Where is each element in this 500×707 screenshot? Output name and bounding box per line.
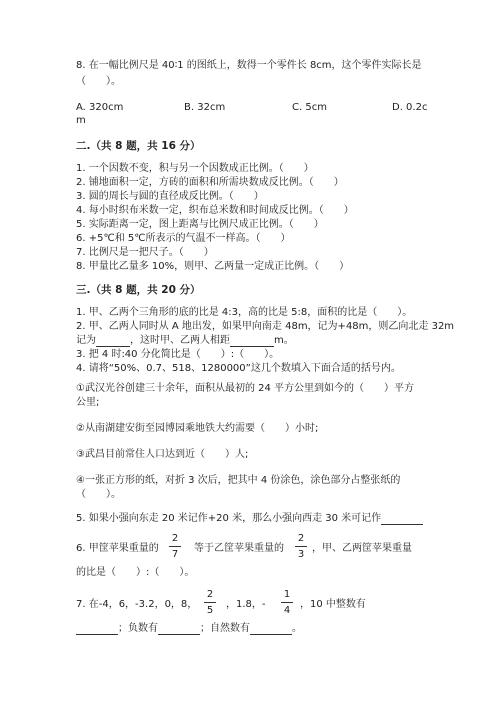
q2-blank-2[interactable]	[230, 336, 274, 347]
q5-blank[interactable]	[381, 514, 423, 525]
q6-line2: 的比是（ ）:（ ）。	[76, 567, 195, 578]
sec2-item-3: 3. 圆的周长与圆的直径成反比例。（ ）	[76, 191, 264, 202]
sec2-item-6: 6. +5℃和 5℃所表示的气温不一样高。（ ）	[76, 233, 291, 244]
q6-prefix: 6. 甲筐苹果重量的	[76, 543, 159, 554]
q6-fraction-1	[168, 533, 182, 560]
fraction-denominator: 5	[206, 605, 214, 616]
q4-item-2: ②从南湖建安街至园博园乘地铁大约需要（ ）小时;	[76, 423, 319, 434]
q7-suffix: ，10 中整数有	[300, 599, 366, 610]
q6-middle: 等于乙筐苹果重量的	[194, 543, 284, 554]
q8-line2: （ ）。	[76, 76, 121, 87]
q7-prefix: 7. 在-4，6，-3.2，0，8，	[76, 599, 198, 610]
fraction-denominator: 7	[171, 549, 179, 560]
q2-prefix: 记为	[76, 335, 96, 346]
q2-middle: ，这时甲、乙两人相距	[130, 335, 230, 346]
q4-item-4: ④一张正方形的纸，对折 3 次后，把其中 4 份涂色，涂色部分占整张纸的	[76, 475, 401, 486]
q7-fraction-2	[280, 589, 294, 616]
q7-middle: ，1.8，-	[226, 599, 266, 610]
q6-suffix: ，甲、乙两筐苹果重量	[312, 543, 412, 554]
fraction-numerator: 2	[171, 533, 179, 544]
sec3-q5	[76, 512, 423, 525]
fraction-denominator: 4	[283, 605, 291, 616]
q7-negatives-label: ；负数有	[118, 623, 158, 634]
sec2-item-2: 2. 铺地面积一定，方砖的面积和所需块数成反比例。（ ）	[76, 177, 344, 188]
section-3-title: 三.（共 8 题，共 20 分）	[76, 284, 201, 296]
q8-option-d: D. 0.2c	[392, 102, 428, 113]
q4-item-1-cont: 公里;	[76, 397, 100, 408]
q7-end: 。	[292, 623, 302, 634]
q2-blank-1[interactable]	[96, 336, 130, 347]
q5-text: 5. 如果小强向东走 20 米记作+20 米，那么小强向西走 30 米可记作	[76, 513, 382, 524]
sec2-item-5: 5. 实际距离一定，图上距离与比例尺成正比例。（ ）	[76, 219, 324, 230]
q8-option-d-wrap: m	[76, 115, 86, 126]
fraction-numerator: 1	[283, 589, 291, 600]
sec3-q1: 1. 甲、乙两个三角形的底的比是 4:3，高的比是 5:8，面积的比是（ ）。	[76, 307, 413, 318]
sec2-item-8: 8. 甲量比乙量多 10%，则甲、乙两量一定成正比例。（ ）	[76, 261, 350, 272]
sec3-q2-line1: 2. 甲、乙两人同时从 A 地出发，如果甲向南走 48m，记为+48m，则乙向北走 32m	[76, 321, 455, 332]
fraction-denominator: 3	[297, 549, 305, 560]
q4-item-1: ①武汉光谷创建三十余年，面积从最初的 24 平方公里到如今的（ ）平方	[76, 383, 415, 394]
q8-option-a: A. 320cm	[76, 102, 124, 113]
sec3-q4: 4. 请将“50%、0.7、518、1280000”这几个数填入下面合适的括号内。	[76, 363, 401, 374]
q7-blank-negatives[interactable]	[158, 624, 200, 635]
fraction-numerator: 2	[206, 589, 214, 600]
sec2-item-4: 4. 每小时织布米数一定，织布总米数和时间成反比例。（ ）	[76, 205, 354, 216]
sec2-item-7: 7. 比例尺是一把尺子。（ ）	[76, 247, 214, 258]
section-2-title: 二.（共 8 题，共 16 分）	[76, 140, 201, 152]
sec2-item-1: 1. 一个因数不变，积与另一个因数成正比例。（ ）	[76, 163, 314, 174]
q7-blank-naturals[interactable]	[250, 624, 292, 635]
q7-fraction-1	[203, 589, 217, 616]
sec3-q2-line2	[76, 334, 294, 347]
q2-unit: m。	[274, 335, 294, 346]
q7-line2	[76, 622, 302, 635]
q8-line1: 8. 在一幅比例尺是 40∶1 的图纸上，数得一个零件长 8cm，这个零件实际长是	[76, 60, 422, 71]
q7-blank-integers[interactable]	[76, 624, 118, 635]
q4-item-3: ③武昌目前常住人口达到近（ ）人;	[76, 449, 249, 460]
q7-naturals-label: ；自然数有	[200, 623, 250, 634]
q6-fraction-2	[294, 533, 308, 560]
fraction-numerator: 2	[297, 533, 305, 544]
q8-option-c: C. 5cm	[292, 102, 327, 113]
q4-item-4-cont: （ ）。	[76, 489, 121, 500]
q8-option-b: B. 32cm	[184, 102, 226, 113]
sec3-q3: 3. 把 4 时:40 分化简比是（ ）:（ ）。	[76, 349, 280, 360]
